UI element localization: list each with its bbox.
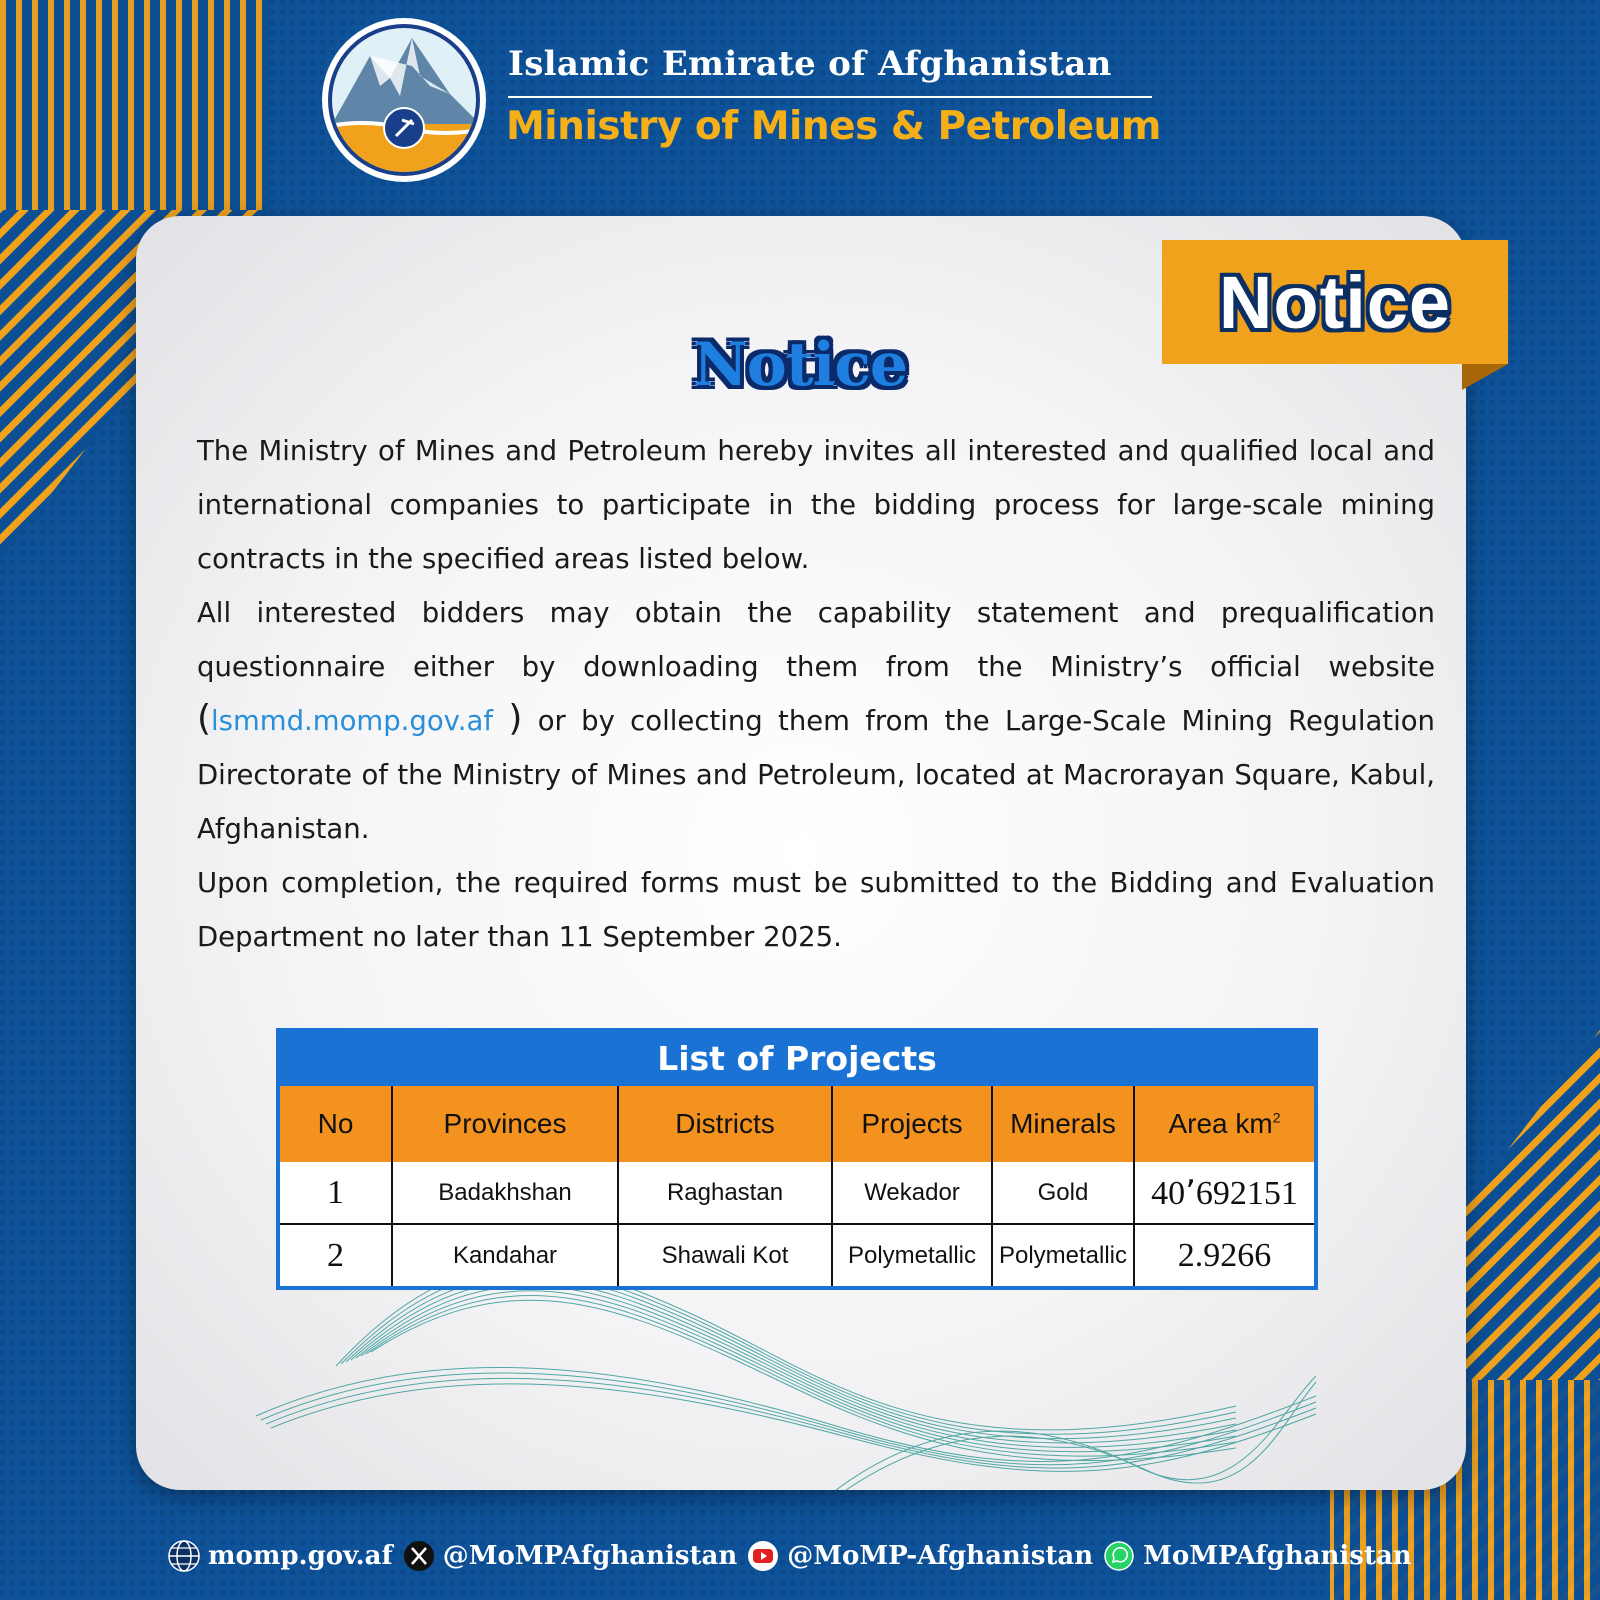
header-projects: Projects: [832, 1086, 992, 1162]
footer-x[interactable]: [401, 1538, 738, 1574]
paragraph-2-start: All interested bidders may obtain the capability statement and prequalification questionnaire either by downloading them from the Ministry’s official website: [197, 597, 1435, 683]
row-project: Wekador: [832, 1162, 992, 1224]
youtube-icon: [745, 1538, 781, 1574]
header-no: No: [280, 1086, 392, 1162]
header-area: [1134, 1086, 1314, 1162]
footer-links: [166, 1536, 1466, 1576]
notice-title: Notice: [692, 330, 908, 400]
footer-x-text: @MoMPAfghanistan: [442, 1541, 738, 1571]
row-no: 2: [280, 1224, 392, 1286]
paren-open: (: [197, 698, 212, 739]
notice-body: [197, 424, 1435, 964]
notice-badge: [1162, 240, 1508, 364]
footer-whatsapp-text: MoMPAfghanistan: [1143, 1541, 1412, 1571]
paren-close: ): [508, 698, 523, 739]
row-no: 1: [280, 1162, 392, 1224]
header-area-label: Area km: [1168, 1108, 1273, 1139]
header-minerals: Minerals: [992, 1086, 1134, 1162]
header-area-sup: 2: [1272, 1109, 1281, 1126]
header-divider: [508, 96, 1152, 98]
table-row: [280, 1224, 1314, 1286]
x-logo-icon: [401, 1538, 437, 1574]
row-district: Raghastan: [618, 1162, 832, 1224]
globe-icon: [166, 1538, 202, 1574]
footer-youtube[interactable]: [745, 1538, 1093, 1574]
row-province: Badakhshan: [392, 1162, 618, 1224]
table-row: [280, 1162, 1314, 1224]
row-area: 2.9266: [1177, 1236, 1272, 1274]
emirate-title: Islamic Emirate of Afghanistan: [508, 44, 1112, 84]
ministry-title: Ministry of Mines & Petroleum: [506, 104, 1161, 149]
row-project: Polymetallic: [832, 1224, 992, 1286]
row-area: 40٬692151: [1134, 1162, 1314, 1224]
header-districts: Districts: [618, 1086, 832, 1162]
header-provinces: Provinces: [392, 1086, 618, 1162]
row-mineral: Polymetallic: [992, 1224, 1134, 1286]
whatsapp-icon: [1101, 1538, 1137, 1574]
ministry-logo-icon: [320, 16, 488, 184]
footer-website[interactable]: [166, 1538, 393, 1574]
footer-youtube-text: @MoMP-Afghanistan: [787, 1541, 1094, 1571]
paragraph-1: The Ministry of Mines and Petroleum hereby invites all interested and qualified local and international companies to participate in the bidding process for large-scale mining contracts in the specified areas listed below.: [197, 435, 1435, 575]
paragraph-3: Upon completion, the required forms must be submitted to the Bidding and Evaluation Department no later than 11 September 2025.: [197, 867, 1435, 953]
footer-whatsapp[interactable]: [1101, 1538, 1412, 1574]
paragraph-2-end: or by collecting them from the Large-Scale Mining Regulation Directorate of the Ministry of Mines and Petroleum, located at Macrorayan Square, Kabul, Afghanistan.: [197, 705, 1435, 845]
footer-website-text: momp.gov.af: [208, 1541, 393, 1571]
row-mineral: Gold: [992, 1162, 1134, 1224]
row-province: Kandahar: [392, 1224, 618, 1286]
badge-fold: [1462, 364, 1508, 390]
projects-table: [276, 1028, 1318, 1290]
notice-badge-label: Notice: [1218, 260, 1452, 344]
website-link[interactable]: lsmmd.momp.gov.af: [211, 705, 494, 737]
paragraph-2: [197, 586, 1435, 856]
row-district: Shawali Kot: [618, 1224, 832, 1286]
table-title: List of Projects: [280, 1032, 1314, 1086]
table-header-row: [280, 1086, 1314, 1162]
